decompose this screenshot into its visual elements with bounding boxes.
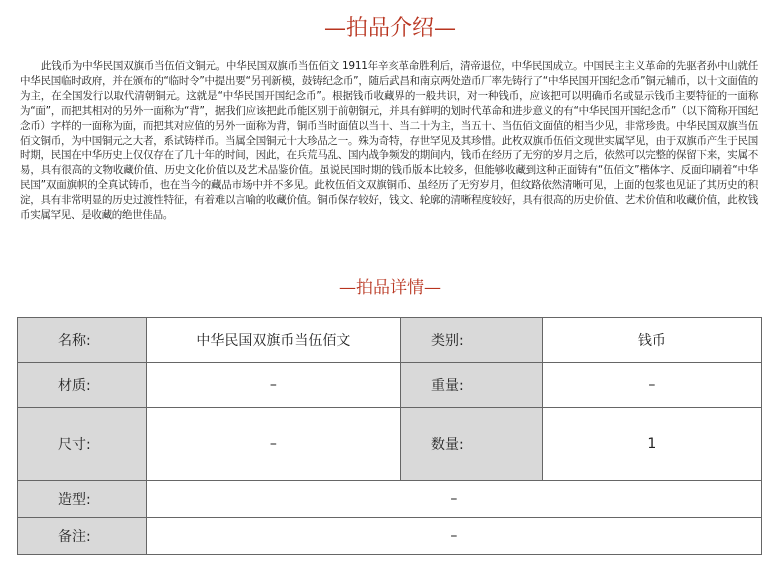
quantity-value: 1 [542,408,761,481]
material-label: 材质: [18,363,147,408]
quantity-label: 数量: [400,408,542,481]
details-section-title: —拍品详情— [339,278,441,298]
category-value: 钱币 [542,318,761,363]
intro-section-title: —拍品介绍— [323,16,456,41]
shape-value: – [146,481,761,518]
category-label: 类别: [400,318,542,363]
table-row [18,518,762,555]
note-value: – [146,518,761,555]
shape-label: 造型: [18,481,147,518]
name-value: 中华民国双旗币当伍佰文 [146,318,400,363]
name-label: 名称: [18,318,147,363]
weight-value: – [542,363,761,408]
details-table [17,317,762,555]
table-row [18,408,762,481]
weight-label: 重量: [400,363,542,408]
table-row [18,481,762,518]
material-value: – [146,363,400,408]
note-label: 备注: [18,518,147,555]
size-value: – [146,408,400,481]
size-label: 尺寸: [18,408,147,481]
table-row [18,318,762,363]
table-row [18,363,762,408]
intro-paragraph: 此钱币为中华民国双旗币当伍佰文铜元。中华民国双旗币当伍佰文 1911年辛亥革命胜利后，清帝退位，中华民国成立。中国民主主义革命的先驱者孙中山就任中华民国临时政府，并在颁布的“临时令”中提出要“另刊新模，鼓铸纪念币”，随后武昌和南京两处造币厂率先铸行了“中华民国开国纪念币”铜元辅币，以十文面值的为主，在全国发行以取代清朝铜元。这就是“中华民国开国纪念币”。根据钱币收藏界的一般共识，对一种钱币，应该把可以明确币名或显示钱币主要特征的一面称为“面”，而把其相对的另外一面称为“背”，据我们应该把此币能区别于前朝铜元，并具有鲜明的划时代革命和进步意义的有“中华民国开国纪念币”（以下简称开国纪念币）字样的一面称为面，而把其对应值的另外一面称为背，铜币当时面值以当十、当二十为主，当五十、当伍佰文面值的相当少见，非常珍贵。中华民国双旗当伍佰文铜币，为中国铜元之大者，系试铸样币。当属全国铜元十大珍品之一。殊为奇特，存世罕见及其珍惜。此枚双旗币伍佰文现世实属罕见，由于双旗币产生于民国时期，民国在中华历史上仅仅存在了几十年的时间，因此，在兵荒马乱、国内战争频发的期间内，钱币在经历了无穷的岁月之后，依然可以完整的保留下来，实属不易，具有很高的文物收藏价值、历史文化价值以及艺术品鉴价值。虽说民国时期的钱币版本比较多，但能够收藏到这种正面铸有“伍佰文”楷体字、反面印刷着“中华民国”双面旗帜的全真试铸币，也在当今的藏品市场中并不多见。此枚伍佰文双旗铜币、虽经历了无穷岁月，但纹路依然清晰可见，上面的包浆也见证了其历史的积淀，具有非常明显的历史过渡性特征，有着难以言喻的收藏价值。铜币保存较好，钱文、轮廓的清晰程度较好，具有很高的历史价值、艺术价值和收藏价值，此枚钱币实属罕见、是收藏的绝世佳品。 [20,60,758,222]
